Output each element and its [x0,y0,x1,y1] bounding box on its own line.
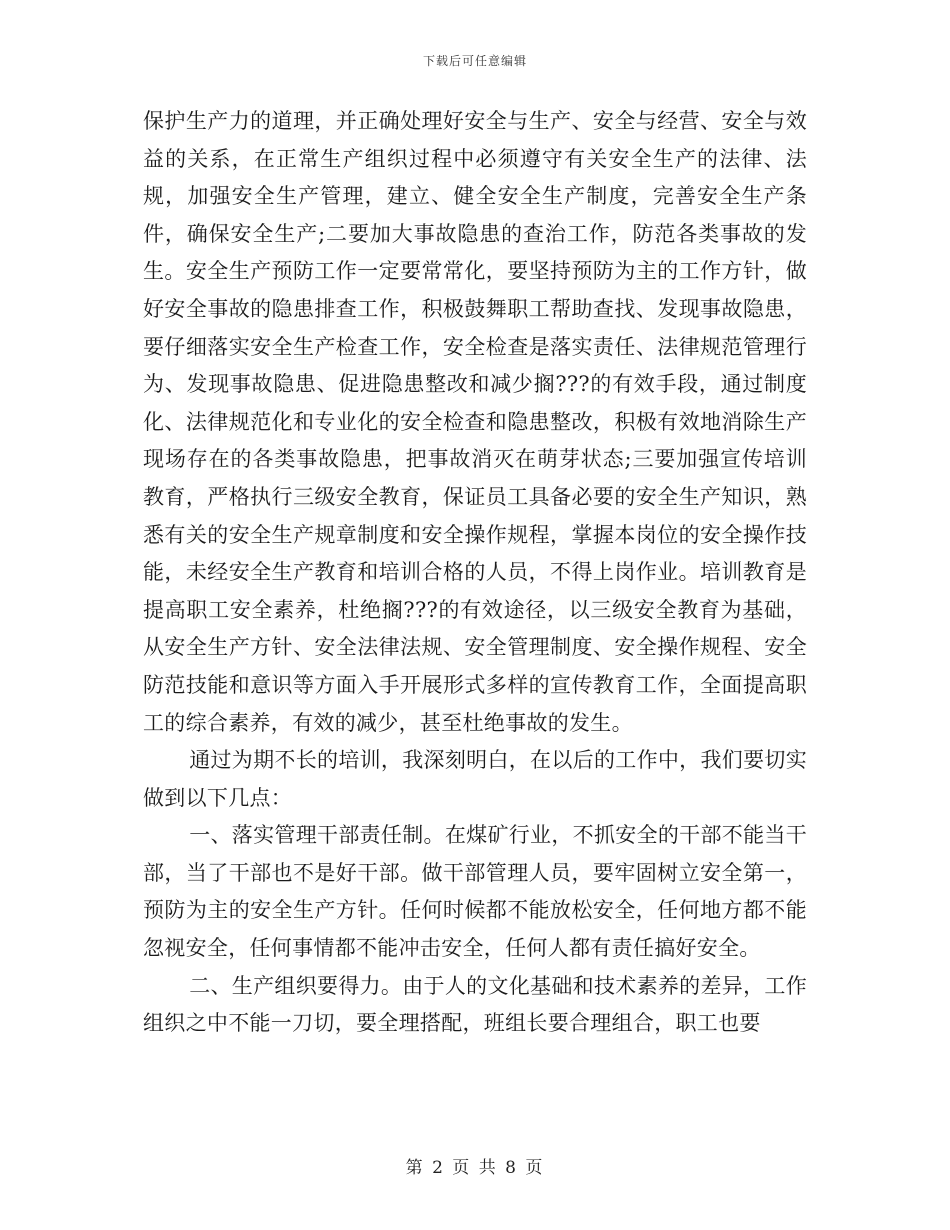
page-header: 下载后可任意编辑 [422,54,527,68]
page-number: 第 2 页 共 8 页 [405,1158,545,1178]
paragraph-training-summary: 通过为期不长的培训，我深刻明白，在以后的工作中，我们要切实做到以下几点： [143,748,807,810]
document-body [143,103,807,1043]
paragraph-point-two: 二、生产组织要得力。由于人的文化基础和技术素养的差异，工作组织之中不能一刀切，要全理搭配，班组长要合理组合，职工也要 [143,973,807,1036]
paragraph-continuation: 保护生产力的道理，并正确处理好安全与生产、安全与经营、安全与效益的关系，在正常生产组织过程中必须遵守有关安全生产的法律、法规，加强安全生产管理，建立、健全安全生产制度，完善安全生产条件，确保安全生产;二要加大事故隐患的查治工作，防范各类事故的发生。安全生产预防工作一定要常常化，要坚持预防为主的工作方针，做好安全事故的隐患排查工作，积极鼓舞职工帮助查找、发现事故隐患，要仔细落实安全生产检查工作，安全检查是落实责任、法律规范管理行为、发现事故隐患、促进隐患整改和减少搁???的有效手段，通过制度化、法律规范化和专业化的安全检查和隐患整改，积极有效地消除生产现场存在的各类事故隐患，把事故消灭在萌芽状态;三要加强宣传培训教育，严格执行三级安全教育，保证员工具备必要的安全生产知识，熟悉有关的安全生产规章制度和安全操作规程，掌握本岗位的安全操作技能，未经安全生产教育和培训合格的人员，不得上岗作业。培训教育是提高职工安全素养，杜绝搁???的有效途径，以三级安全教育为基础，从安全生产方针、安全法律法规、安全管理制度、安全操作规程、安全防范技能和意识等方面入手开展形式多样的宣传教育工作，全面提高职工的综合素养，有效的减少，甚至杜绝事故的发生。 [143,109,807,735]
paragraph-point-one: 一、落实管理干部责任制。在煤矿行业，不抓安全的干部不能当干部，当了干部也不是好干部。做干部管理人员，要牢固树立安全第一，预防为主的安全生产方针。任何时候都不能放松安全，任何地方都不能忽视安全，任何事情都不能冲击安全，任何人都有责任搞好安全。 [143,823,807,961]
